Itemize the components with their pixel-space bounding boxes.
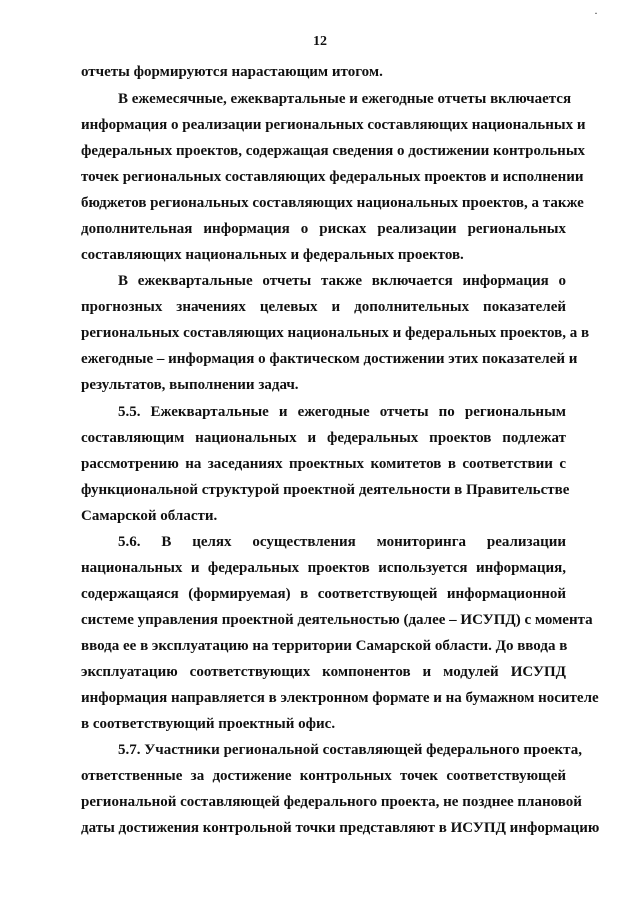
corner-mark: · [594,6,598,20]
text-line: 5.6. В целях осуществления мониторинга реализации [118,534,566,550]
text-line: ежегодные – информация о фактическом достижении этих показателей и [81,351,578,367]
text-line: содержащаяся (формируемая) в соответствующей информационной [81,586,566,602]
text-line: даты достижения контрольной точки представляют в ИСУПД информацию [81,820,600,836]
text-line: составляющим национальных и федеральных проектов подлежат [81,430,566,446]
text-line: составляющих национальных и федеральных проектов. [81,247,464,263]
text-line: 5.7. Участники региональной составляющей федерального проекта, [118,742,582,758]
text-line: Самарской области. [81,508,218,524]
text-line: информация направляется в электронном формате и на бумажном носителе [81,690,599,706]
text-line: В ежеквартальные отчеты также включается информация о [118,273,566,289]
text-line: функциональной структурой проектной деятельности в Правительстве [81,482,570,498]
text-line: прогнозных значениях целевых и дополнительных показателей [81,299,566,315]
text-line: отчеты формируются нарастающим итогом. [81,64,383,80]
text-line: ввода ее в эксплуатацию на территории Самарской области. До ввода в [81,638,568,654]
text-line: региональных составляющих национальных и федеральных проектов, а в [81,325,590,341]
page-number: 12 [313,34,327,49]
text-line: национальных и федеральных проектов используется информация, [81,560,566,576]
text-line: региональной составляющей федерального проекта, не позднее плановой [81,794,582,810]
text-line: системе управления проектной деятельностью (далее – ИСУПД) с момента [81,612,593,628]
text-line: результатов, выполнении задач. [81,377,299,393]
text-line: рассмотрению на заседаниях проектных комитетов в соответствии с [81,456,566,472]
text-line: В ежемесячные, ежеквартальные и ежегодные отчеты включается [118,91,572,107]
text-line: ответственные за достижение контрольных точек соответствующей [81,768,566,784]
text-line: бюджетов региональных составляющих национальных проектов, а также [81,195,584,211]
text-line: информация о реализации региональных составляющих национальных и [81,117,586,133]
text-line: в соответствующий проектный офис. [81,716,336,732]
text-line: эксплуатацию соответствующих компонентов и модулей ИСУПД [81,664,566,680]
text-line: дополнительная информация о рисках реализации региональных [81,221,566,237]
text-line: федеральных проектов, содержащая сведения о достижении контрольных [81,143,586,159]
text-line: точек региональных составляющих федеральных проектов и исполнении [81,169,584,185]
text-line: 5.5. Ежеквартальные и ежегодные отчеты по региональным [118,404,566,420]
